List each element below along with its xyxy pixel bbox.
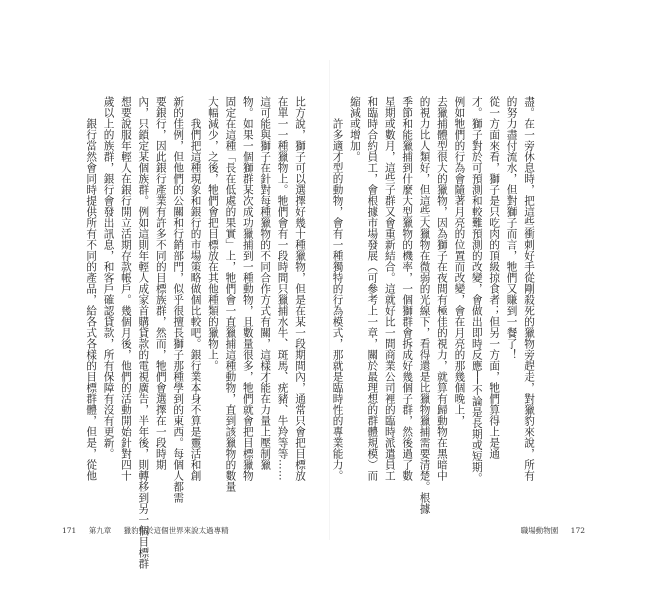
paragraph: 物。如果一個獅群某次成功獵捕到一種動物，且數量很多，牠們就會把目標獵物 [241,96,254,481]
page-number: 171 [62,526,77,535]
chapter-label: 第九章 [88,526,112,535]
book-title: 職場動物園 [520,526,559,535]
paragraph: 星期或數月，這些子群又會重新結合。這就好比一間商業公司裡的臨時派遣員工 [383,96,396,481]
paragraph: 要銀行，因此銀行產業有許多不同的目標族群，然而，牠們會選擇在一段時期 [154,96,167,470]
right-page-body [328,96,537,526]
right-page [330,0,655,609]
paragraph: 去獵捕體型很大的獵物，因為獅子在夜間有極佳的視力，就算有歸動物在黑暗中 [435,96,448,481]
paragraph: 我們把這種現象和銀行的市場策略做個比較吧。銀行業本身不算是靈活和創 [189,96,202,481]
paragraph: 新的佳例，但他們的公關和行銷部門，似乎很擅長獅子那種學到的東西。每個人都需 [172,96,185,503]
paragraph: 季節和能獵捕到什麼大型獵物的機率，一個獅群會拆成好幾個子群，然後過了數 [401,96,414,481]
paragraph: 內，只鎖定某個族群。例如這則年輕人成家首購貸款的電視廣告，半年後，則轉移到另一個目標群 [137,96,150,569]
paragraph: 這可能與獅子在針對每種獵物的不同合作方式有關，這樣才能在力量上壓制獵 [259,96,272,470]
paragraph: 歲以上的族群，銀行會發出訊息，和客戶確認貸款，所有保障有沒有更新。 [102,96,115,459]
paragraph: 的努力盡付流水，但對獅子而言，牠們又賺到一餐了！ [505,96,518,360]
left-page-footer [62,525,239,536]
paragraph: 和臨時合約員工，會根據市場發展（可參考上一章，關於最理想的群體規模）而 [366,96,379,481]
paragraph: 在單一一種獵物上。牠們會有一段時間只獵捕水牛、斑馬、疣豬、牛羚等等…… [276,96,289,481]
page-number: 172 [570,526,585,535]
paragraph: 想要說服年輕人在銀行開立活期存款帳戶。幾個月後，他們的活動開始針對四十 [119,96,132,481]
paragraph: 比方說，獅子可以選擇好幾十種獵物，但是在某一段期間內，通常只會把目標放 [294,96,306,481]
paragraph: 固定在這種「長在低處的果實」上，牠們會一直獵捕這種動物，直到該獵物的數量 [224,96,237,492]
paragraph: 銀行當然會同時提供所有不同的產品，給各式各樣的目標群體，但是，從他 [85,96,98,481]
paragraph: 例如牠們的行為會隨著月亮的位置而改變，會在月亮的那幾個晚上， [453,96,466,426]
paragraph: 縮減或增加。 [348,96,361,162]
paragraph: 盡。在一旁休息時，把這些衝刺好手從剛殺死的獵物旁趕走，對獵豹來說，所有 [523,96,535,481]
chapter-title: 獵豹對於這個世界來說太過專精 [123,526,229,535]
paragraph: 許多適才型的動物，會有一種獨特的行為模式，那就是臨時性的專業能力。 [331,96,344,481]
paragraph: 大幅減少，之後，牠們會把目標放在其他種類的獵物上。 [206,96,219,371]
paragraph: 從一方面來看，獅子是只吃肉的頂級掠食者；但另一方面，牠們算得上是通 [488,96,501,459]
paragraph: 的視力比人類好，但這些大獵物在微弱的光線下，看得還是比獵物獵捕需要清楚。根據 [418,96,431,514]
paragraph: 才。獅子對於可預測和較難預測的改變，會做出即時反應──不論是長期或短期。 [470,96,483,484]
right-page-footer [521,525,595,536]
